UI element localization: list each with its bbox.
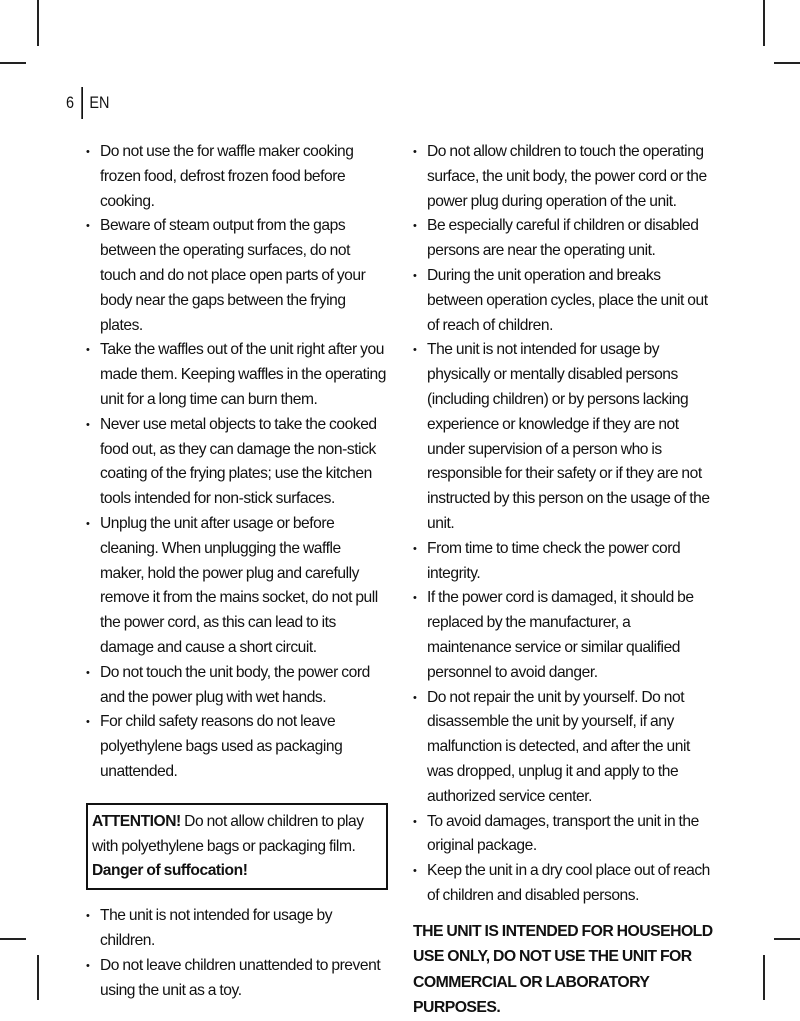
attention-label: ATTENTION! [92,812,181,830]
list-item: • Keep the unit in a dry cool place out of reach of children and disabled persons. [413,859,713,909]
list-item: • During the unit operation and breaks between operation cycles, place the unit out of reach of children. [413,264,713,338]
safety-list [413,140,713,909]
list-item: • Do not allow children to touch the operating surface, the unit body, the power cord or the power plug during operation of the unit. [413,140,713,214]
page-number: 6 [66,93,75,112]
list-item: • Beware of steam output from the gaps between the operating surfaces, do not touch and do not place open parts of your body near the gaps between the frying plates. [86,214,388,338]
list-item: • Be especially careful if children or disabled persons are near the operating unit. [413,214,713,264]
crop-mark [774,62,800,64]
safety-list [86,904,388,1003]
header-divider [82,87,84,119]
crop-mark [774,938,800,940]
attention-text: Do not allow children to play with polyethylene bags or packaging film. [92,812,364,855]
crop-mark [37,0,39,46]
list-item: • Unplug the unit after usage or before cleaning. When unplugging the waffle maker, hold the power plug and carefully remove it from the mains socket, do not pull the power cord, as this can lead to its damage and cause a short circuit. [86,512,388,661]
page-header [66,87,109,119]
list-item: • Never use metal objects to take the cooked food out, as they can damage the non-stick coating of the frying plates; use the kitchen tools intended for non-stick surfaces. [86,413,388,512]
safety-list [86,140,388,785]
list-item: • The unit is not intended for usage by children. [86,904,388,954]
right-column [413,140,713,1021]
attention-box [86,803,388,890]
language-code: EN [89,93,110,112]
list-item: • Do not use the for waffle maker cooking frozen food, defrost frozen food before cooking. [86,140,388,214]
left-column [86,140,388,1003]
list-item: • For child safety reasons do not leave polyethylene bags used as packaging unattended. [86,710,388,784]
crop-mark [37,955,39,1000]
danger-text: Danger of suffocation! [92,862,248,880]
list-item: • Do not touch the unit body, the power cord and the power plug with wet hands. [86,661,388,711]
crop-mark [0,62,26,64]
crop-mark [0,938,26,940]
list-item: • The unit is not intended for usage by physically or mentally disabled persons (including children) or by persons lacking experience or knowledge if they are not under supervision of a person who is responsible for their safety or if they are not instructed by this person on the usage of the unit. [413,338,713,536]
crop-mark [763,0,765,46]
list-item: • If the power cord is damaged, it should be replaced by the manufacturer, a maintenance service or similar qualified personnel to avoid danger. [413,586,713,685]
list-item: • Do not leave children unattended to prevent using the unit as a toy. [86,954,388,1004]
list-item: • To avoid damages, transport the unit in the original package. [413,810,713,860]
list-item: • From time to time check the power cord integrity. [413,537,713,587]
household-use-notice: THE UNIT IS INTENDED FOR HOUSEHOLD USE ONLY, DO NOT USE THE UNIT FOR COMMERCIAL OR LABORATORY PURPOSES. [413,922,713,1017]
list-item: • Take the waffles out of the unit right after you made them. Keeping waffles in the operating unit for a long time can burn them. [86,338,388,412]
list-item: • Do not repair the unit by yourself. Do not disassemble the unit by yourself, if any malfunction is detected, and after the unit was dropped, unplug it and apply to the authorized service center. [413,686,713,810]
crop-mark [763,955,765,1000]
